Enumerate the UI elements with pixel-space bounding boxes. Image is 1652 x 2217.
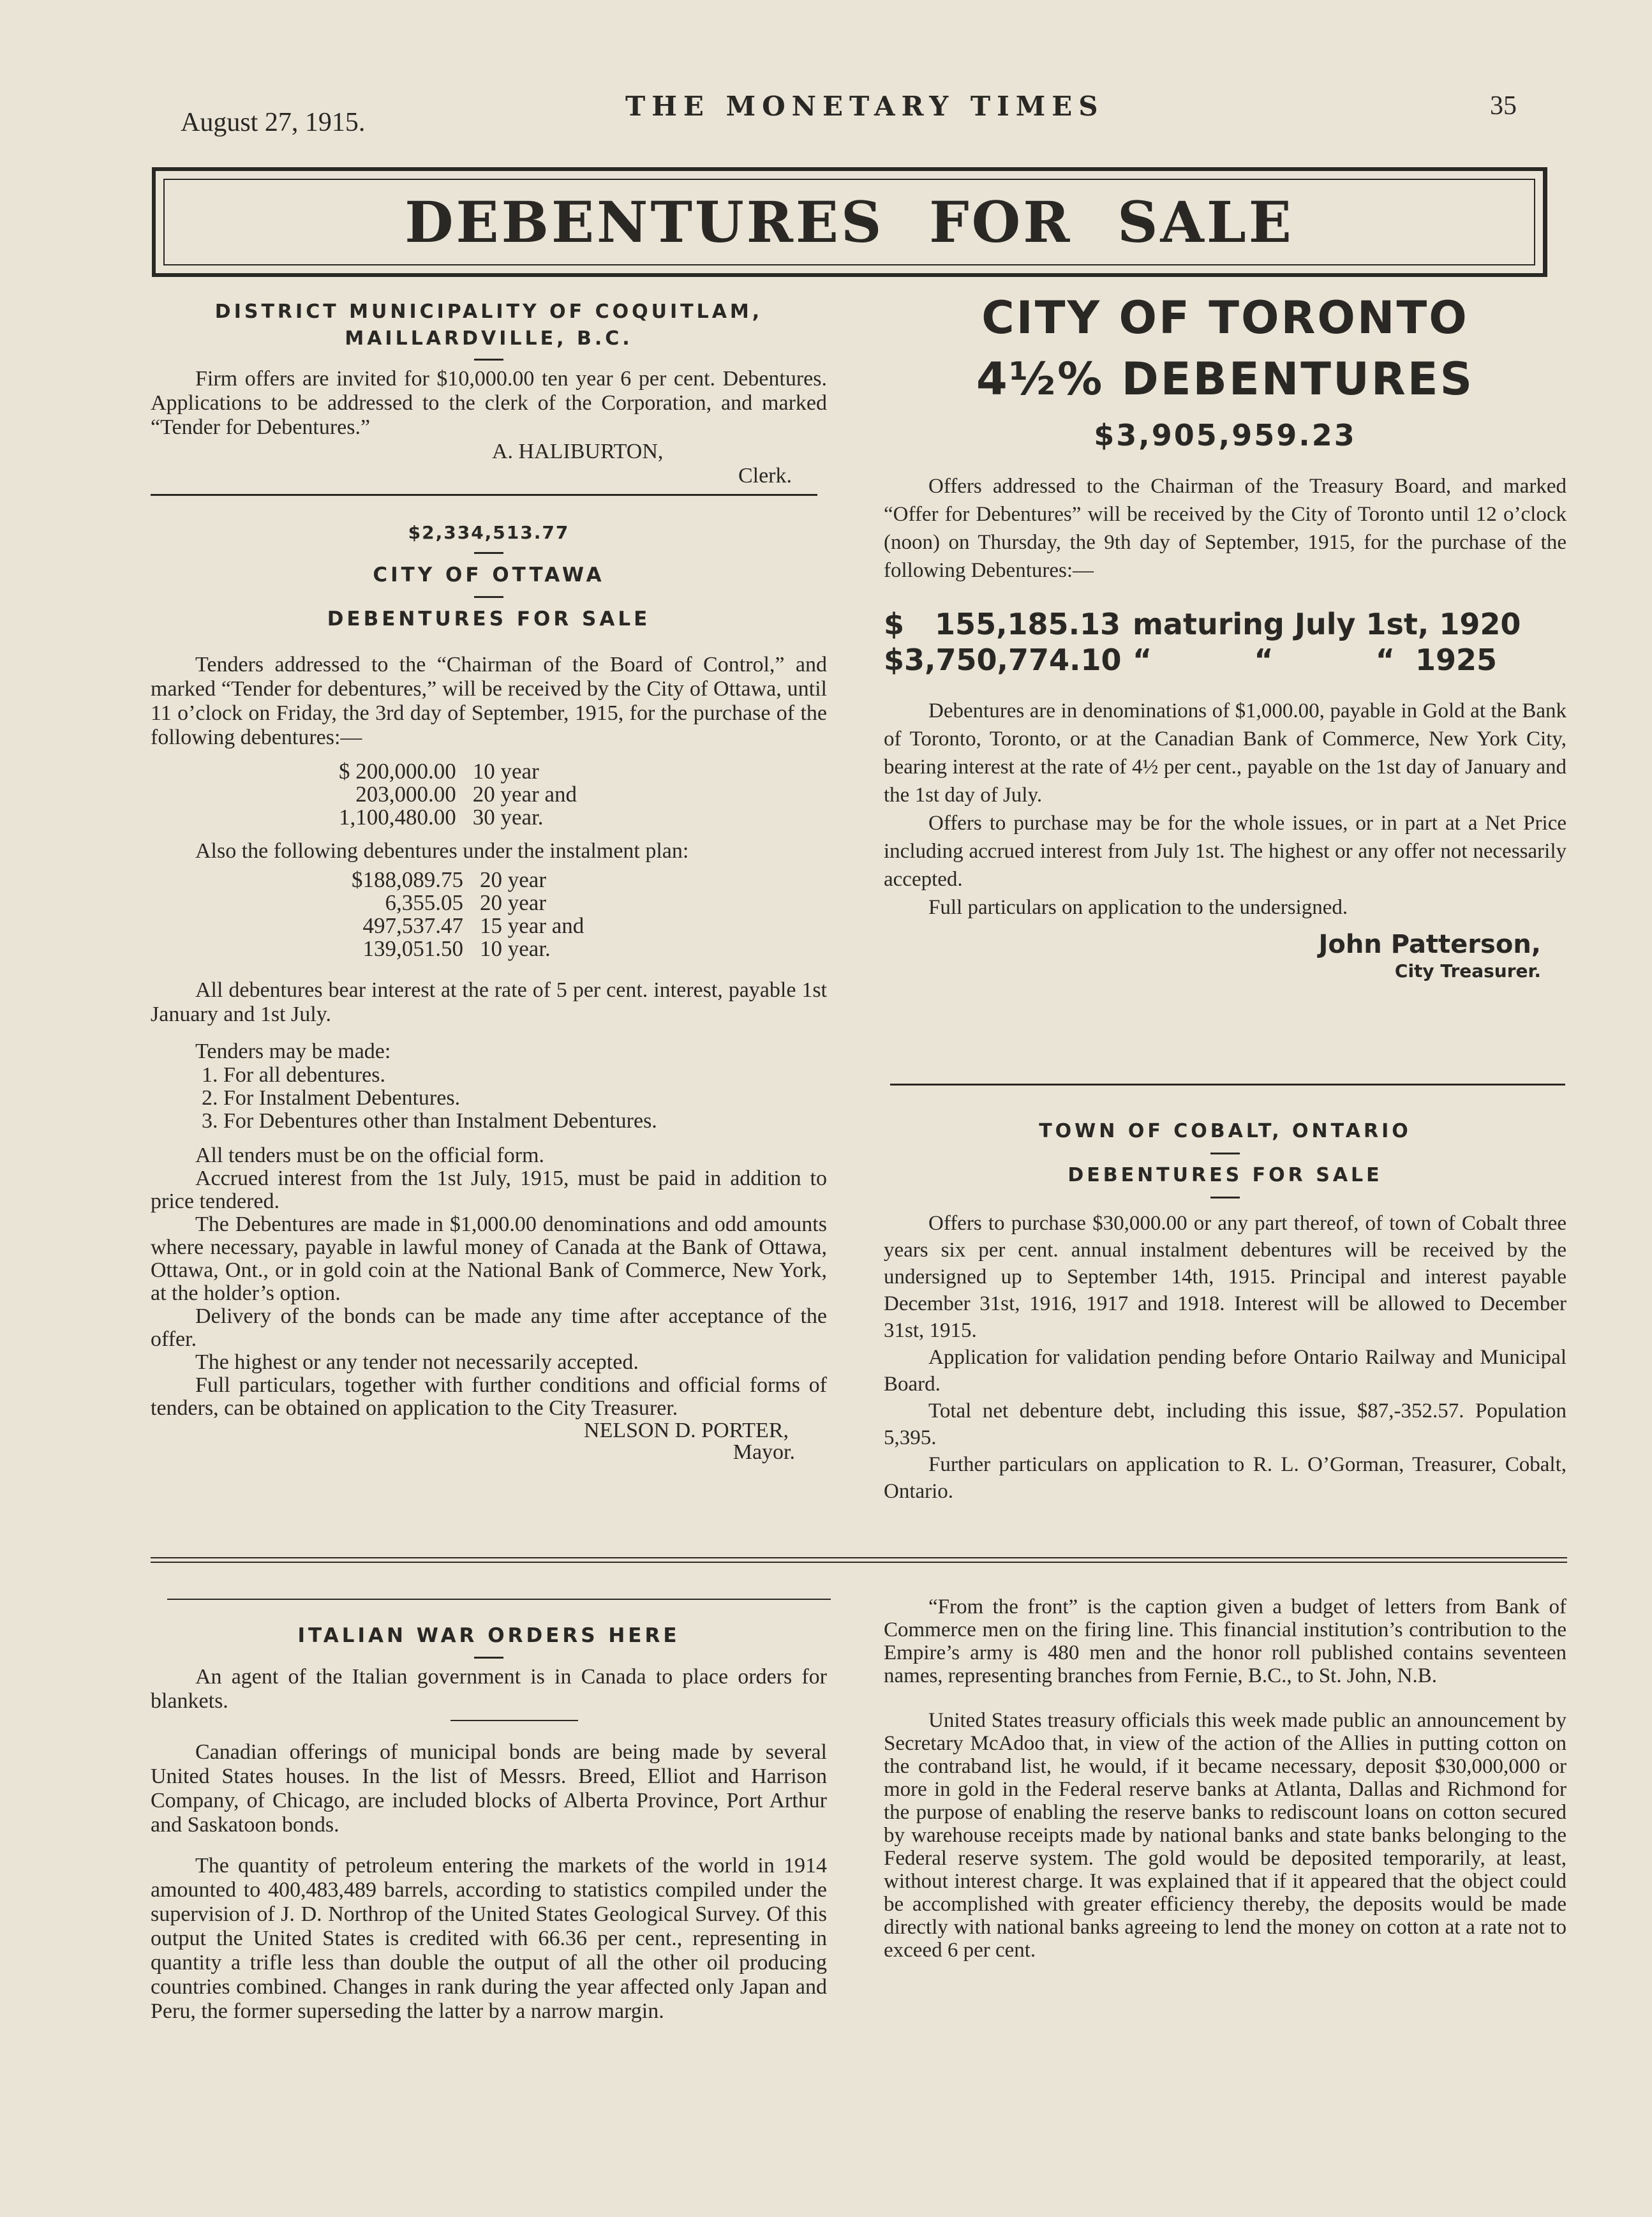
ottawa-denominations: The Debentures are made in $1,000.00 denominations and odd amounts where necessary, payable in lawful money of Canada at the Bank of Ottawa, Ottawa, Ont., or in gold coin at the National Bank of Commerce, New York, at the holder’s option.: [151, 1213, 827, 1305]
ottawa-heading: CITY OF OTTAWA: [373, 564, 605, 586]
from-the-front-item: “From the front” is the caption given a budget of letters from Bank of Commerce men on the firing line. This financial institution’s contribution to the Empire’s army is 480 men and the honor roll published contains seventeen names, representing branches from Fernie, B.C., to St. John, N.B.: [884, 1595, 1566, 1687]
ottawa-tenders-intro: Tenders may be made:: [195, 1040, 391, 1063]
municipal-bonds-item: Canadian offerings of municipal bonds are being made by several United States houses. In the list of Messrs. Breed, Elliot and Harrison Company, of Chicago, are included blocks of Alberta Province, Port Arthur and Saskatoon bonds.: [151, 1740, 827, 1837]
ottawa-instalment-intro: Also the following debentures under the instalment plan:: [195, 839, 689, 863]
instalment-amount: $188,089.75: [352, 867, 463, 892]
toronto-signer: John Patterson,: [1318, 930, 1541, 959]
coquitlam-body: Firm offers are invited for $10,000.00 ten year 6 per cent. Debentures. Applications to be addressed to the clerk of the Corporation, and marked “Tender for Debentures.”: [151, 367, 827, 439]
debenture-term: 30 year.: [472, 805, 544, 830]
short-rule: [474, 1657, 503, 1659]
ottawa-delivery: Delivery of the bonds can be made any time after acceptance of the offer.: [151, 1304, 827, 1351]
instalment-term: 20 year: [480, 890, 546, 915]
toronto-intro: Offers addressed to the Chairman of the Treasury Board, and marked “Offer for Debentures” will be received by the City of Toronto until 12 o’clock (noon) on Thursday, the 9th day of September, 1915, for the purchase of the following Debentures:—: [884, 475, 1566, 582]
tender-option-3: 3. For Debentures other than Instalment Debentures.: [202, 1109, 657, 1133]
ottawa-particulars: Full particulars, together with further conditions and official forms of tenders, can be obtained on application to the City Treasurer.: [151, 1373, 827, 1420]
cobalt-heading: TOWN OF COBALT, ONTARIO: [1039, 1120, 1411, 1142]
debenture-amount: 1,100,480.00: [339, 805, 456, 830]
banner-inner-frame: [163, 179, 1535, 265]
page-divider: [151, 1562, 1567, 1563]
ottawa-signer: NELSON D. PORTER,: [584, 1419, 789, 1442]
toronto-offers: Offers to purchase may be for the whole issues, or in part at a Net Price including accrued interest from July 1st. The highest or any offer not necessarily accepted.: [884, 812, 1566, 891]
debenture-amount: 203,000.00: [355, 782, 456, 807]
table-row: [352, 892, 584, 914]
cobalt-further: Further particulars on application to R. L. O’Gorman, Treasurer, Cobalt, Ontario.: [884, 1453, 1566, 1503]
toronto-amount: $3,905,959.23: [1094, 418, 1357, 452]
table-row: [339, 806, 577, 829]
short-rule: [1210, 1197, 1240, 1198]
toronto-denominations: Debentures are in denominations of $1,000.00, payable in Gold at the Bank of Toronto, Toronto, or at the Canadian Bank of Commerce, New York City, bearing interest at the rate of 4½ per cent., payable on the 1st day of January and the 1st day of July.: [884, 699, 1566, 807]
coquitlam-signer: A. HALIBURTON,: [492, 440, 664, 463]
ottawa-amount: $2,334,513.77: [408, 522, 570, 543]
debenture-amount: $ 200,000.00: [339, 759, 456, 784]
banner-box: [152, 167, 1547, 277]
table-row: [339, 760, 577, 783]
coquitlam-heading-1: DISTRICT MUNICIPALITY OF COQUITLAM,: [214, 301, 763, 323]
ottawa-official-form: All tenders must be on the official form.: [195, 1144, 545, 1167]
maturity-row: [884, 642, 1566, 678]
treasury-item: United States treasury officials this week made public an announcement by Secretary McAdoo that, in view of the action of the Allies in putting cotton on the contraband list, he would, if it became necessary, deposit $30,000,000 or more in gold in the Federal reserve banks at Atlanta, Dallas and Richmond for the purpose of enabling the reserve banks to rediscount loans on cotton secured by warehouse receipts made by national banks and state banks belonging to the Federal reserve system. The gold would be deposited temporarily, at least, without interest charge. It was explained that if it appeared that the object could be accomplished with greater efficiency thereby, the deposits would be made directly with national banks agreeing to lend the money on cotton at a rate not to exceed 6 per cent.: [884, 1709, 1566, 1962]
short-rule: [474, 552, 503, 554]
short-rule: [450, 1720, 578, 1721]
ottawa-instalment-table: [352, 869, 584, 960]
ottawa-debenture-table: [339, 760, 577, 829]
section-divider: [151, 494, 817, 496]
short-rule: [474, 359, 503, 361]
ottawa-intro: Tenders addressed to the “Chairman of the Board of Control,” and marked “Tender for debentures,” will be received by the City of Ottawa, until 11 o’clock on Friday, the 3rd day of September, 1915, for the purchase of the following debentures:—: [151, 653, 827, 749]
cobalt-subheading: DEBENTURES FOR SALE: [1068, 1164, 1383, 1186]
instalment-term: 20 year: [480, 867, 546, 892]
cobalt-notice: [884, 1117, 1566, 1505]
maturity-row: [884, 606, 1566, 642]
toronto-signer-title: City Treasurer.: [1394, 960, 1541, 982]
section-divider: [890, 1084, 1565, 1086]
instalment-term: 10 year.: [480, 936, 551, 961]
cobalt-validation: Application for validation pending before Ontario Railway and Municipal Board.: [884, 1346, 1566, 1396]
page-number: 35: [1490, 91, 1517, 121]
maturity-text: maturing July 1st, 1920: [1133, 607, 1521, 641]
toronto-full-particulars: Full particulars on application to the undersigned.: [928, 896, 1348, 919]
instalment-amount: 497,537.47: [362, 913, 463, 938]
cobalt-offers: Offers to purchase $30,000.00 or any part thereof, of town of Cobalt three years six per cent. annual instalment debentures will be received by the undersigned up to September 14th, 1915. Principal and interest payable December 31st, 1916, 1917 and 1918. Interest will be allowed to December 31st, 1915.: [884, 1212, 1566, 1342]
section-divider: [167, 1599, 831, 1600]
table-row: [352, 937, 584, 960]
table-row: [352, 914, 584, 937]
maturity-text: “ “ “ 1925: [1133, 643, 1498, 677]
italian-body: An agent of the Italian government is in Canada to place orders for blankets.: [151, 1665, 827, 1713]
debenture-term: 20 year and: [472, 782, 577, 807]
issue-date: August 27, 1915.: [181, 108, 366, 137]
coquitlam-signer-title: Clerk.: [738, 464, 792, 488]
tender-option-1: 1. For all debentures.: [202, 1063, 385, 1087]
table-row: [339, 783, 577, 806]
table-row: [352, 869, 584, 892]
coquitlam-heading-2: MAILLARDVILLE, B.C.: [345, 327, 633, 350]
ottawa-subheading: DEBENTURES FOR SALE: [327, 608, 651, 631]
maturity-amount: $3,750,774.10: [884, 643, 1122, 677]
ottawa-highest-tender: The highest or any tender not necessarily accepted.: [195, 1350, 639, 1374]
page-divider: [151, 1557, 1567, 1558]
italian-article: [151, 1621, 827, 2024]
cobalt-debt: Total net debenture debt, including this issue, $87,-352.57. Population 5,395.: [884, 1400, 1566, 1449]
coquitlam-notice: [151, 299, 827, 488]
right-news-column: [884, 1595, 1566, 1962]
toronto-notice: [884, 287, 1566, 983]
instalment-amount: 139,051.50: [362, 936, 463, 961]
italian-heading: ITALIAN WAR ORDERS HERE: [297, 1624, 680, 1647]
short-rule: [1210, 1153, 1240, 1154]
maturity-amount: $ 155,185.13: [884, 607, 1121, 641]
instalment-term: 15 year and: [480, 913, 584, 938]
ottawa-notice: [151, 520, 827, 1463]
ottawa-accrued-interest: Accrued interest from the 1st July, 1915, must be paid in addition to price tendered.: [151, 1167, 827, 1213]
ottawa-interest: All debentures bear interest at the rate of 5 per cent. interest, payable 1st January and 1st July.: [151, 978, 827, 1026]
debenture-term: 10 year: [472, 759, 539, 784]
ottawa-signer-title: Mayor.: [733, 1440, 795, 1464]
toronto-title-1: CITY OF TORONTO: [981, 292, 1469, 344]
short-rule: [474, 596, 503, 598]
banner-title: DEBENTURES FOR SALE: [405, 189, 1294, 255]
tender-option-2: 2. For Instalment Debentures.: [202, 1086, 461, 1110]
toronto-title-2: 4½% DEBENTURES: [976, 353, 1475, 405]
publication-title: THE MONETARY TIMES: [625, 91, 1105, 122]
toronto-maturities: [884, 606, 1566, 678]
petroleum-item: The quantity of petroleum entering the markets of the world in 1914 amounted to 400,483,489 barrels, according to statistics compiled under the supervision of J. D. Northrop of the United States Geological Survey. Of this output the United States is credited with 66.36 per cent., representing in quantity a trifle less than double the output of all the other oil producing countries combined. Changes in rank during the year affected only Japan and Peru, the former superseding the latter by a narrow margin.: [151, 1854, 827, 2023]
instalment-amount: 6,355.05: [385, 890, 463, 915]
